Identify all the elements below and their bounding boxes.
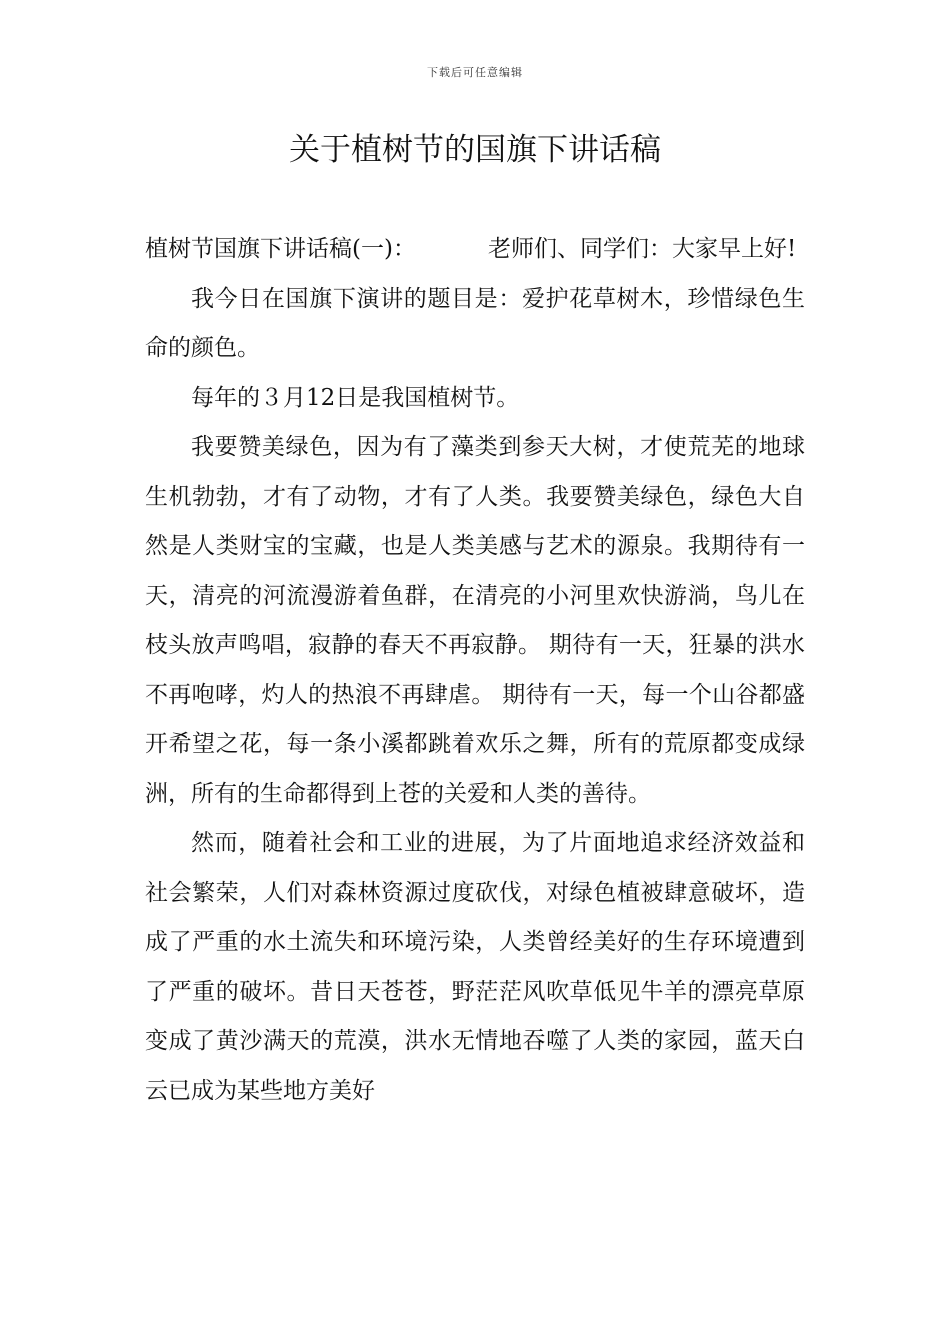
document-title: 关于植树节的国旗下讲话稿 [289,132,661,168]
header-note: 下载后可任意编辑 [427,66,523,79]
document-body [145,225,805,1116]
opening-paragraph [145,225,805,275]
paragraph-topic: 我今日在国旗下演讲的题目是：爱护花草树木，珍惜绿色生命的颜色。 [145,285,805,361]
opening-greeting: 老师们、同学们：大家早上好! [487,236,797,262]
paragraph-date: 每年的３月12日是我国植树节。 [191,384,520,411]
opening-heading: 植树节国旗下讲话稿(一)： [145,236,416,262]
paragraph-praise-green: 我要赞美绿色，因为有了藻类到参天大树，才使荒芜的地球生机勃勃，才有了动物，才有了人类。我要赞美绿色，绿色大自然是人类财宝的宝藏，也是人类美感与艺术的源泉。我期待有一天，清亮的河流漫游着鱼群，在清亮的小河里欢快游淌，鸟儿在枝头放声鸣唱，寂静的春天不再寂静。 期待有一天，狂暴的洪水不再咆哮，灼人的热浪不再肆虐。 期待有一天，每一个山谷都盛开希望之花，每一条小溪都跳着欢乐之舞，所有的荒原都变成绿洲，所有的生命都得到上苍的关爱和人类的善待。 [145,434,805,807]
paragraph-however: 然而，随着社会和工业的进展，为了片面地追求经济效益和社会繁荣，人们对森林资源过度砍伐，对绿色植被肆意破坏，造成了严重的水土流失和环境污染，人类曾经美好的生存环境遭到了严重的破坏。昔日天苍苍，野茫茫风吹草低见牛羊的漂亮草原变成了黄沙满天的荒漠，洪水无情地吞噬了人类的家园，蓝天白云已成为某些地方美好 [145,830,805,1104]
